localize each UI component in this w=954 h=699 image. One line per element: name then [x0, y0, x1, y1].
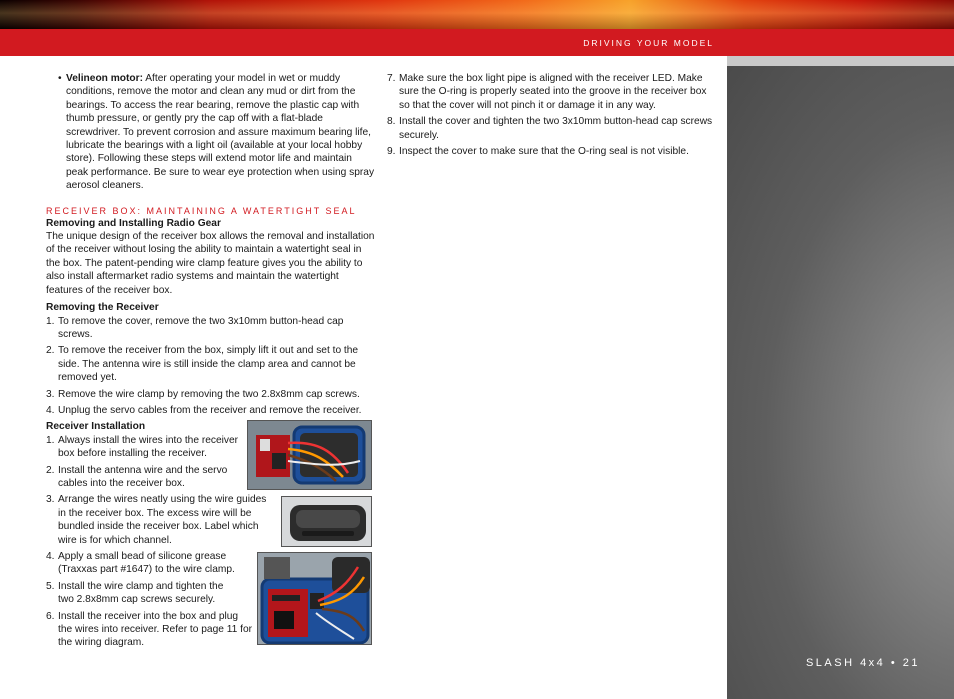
step-number: 1.: [46, 315, 55, 327]
radio-gear-subheading: Removing and Installing Radio Gear: [46, 217, 221, 229]
list-item: [46, 580, 242, 607]
step-number: 5.: [46, 580, 55, 592]
step-number: 4.: [46, 551, 55, 562]
right-sidebar: [727, 56, 954, 699]
list-item: [46, 344, 376, 384]
step-number: 2.: [46, 345, 55, 357]
page-footer: SLASH 4x4 • 21: [805, 657, 920, 669]
step-number: 9.: [387, 146, 396, 158]
motor-bullet-lead: Velineon motor:: [66, 73, 143, 84]
list-item: [46, 550, 242, 577]
list-item: [387, 145, 717, 158]
step-text: To remove the cover, remove the two 3x10mm button-head cap screws.: [58, 315, 344, 340]
removing-receiver-subheading: Removing the Receiver: [46, 302, 159, 314]
step-text: To remove the receiver from the box, simply lift it out and set to the side. The antenna wire is still inside the clamp area and cannot be removed yet.: [58, 345, 359, 384]
step-number: 2.: [46, 464, 55, 476]
step-number: 8.: [387, 116, 396, 128]
motor-bullet-text: [66, 72, 376, 193]
step-text: Install the antenna wire and the servo cables into the receiver box.: [58, 464, 228, 489]
section-label: DRIVING YOUR MODEL: [583, 38, 714, 48]
step-text: Arrange the wires neatly using the wire guides in the receiver box. The excess wire will be bundled inside the receiver box. Label which wire is for which channel.: [58, 494, 267, 546]
list-item: [46, 388, 376, 401]
receiver-box-photo-wires: [247, 420, 372, 490]
step-text: Install the receiver into the box and plug the wires into receiver. Refer to page 11 for the wiring diagram.: [58, 610, 253, 649]
step-text: Install the wire clamp and tighten the two 2.8x8mm cap screws securely.: [58, 580, 224, 606]
step-number: 4.: [46, 404, 55, 416]
step-number: 3.: [46, 494, 55, 506]
motor-bullet-body: After operating your model in wet or muddy conditions, remove the motor and clean any mud or dirt from the bearings. To access the rear bearing, remove the plastic cap with thumb pressure, or gently pry the cap off with a flat-blade screwdriver. To prevent corrosion and assure maximum bearing life, lubricate the bearings with a light oil (available at your local hobby store). Following these steps will extend motor life and maintain peak performance. Be sure to wear eye protection when using spray aerosol cleaners.: [66, 73, 375, 192]
step-number: 6.: [46, 610, 55, 622]
step-text: Always install the wires into the receiver box before installing the receiver.: [58, 434, 239, 460]
list-item: [46, 493, 276, 547]
sidebar-top-strip: [727, 56, 954, 66]
motor-bullet: [46, 72, 376, 193]
receiver-intro-paragraph: The unique design of the receiver box allows the removal and installation of the receiver without losing the ability to maintain a watertight seal in the box. The patent-pending wire clamp feature gives you the ability to also install aftermarket radio systems and maintain the watertight features of the receiver box.: [46, 231, 375, 296]
removing-steps-list: [46, 315, 376, 418]
list-item: [387, 115, 717, 142]
step-text: Make sure the box light pipe is aligned with the receiver LED. Make sure the O-ring is properly seated into the groove in the receiver box so that the cover will not pinch it or damage it in any way.: [399, 73, 707, 111]
step-number: 3.: [46, 388, 55, 400]
receiver-box-heading: RECEIVER BOX: MAINTAINING A WATERTIGHT SEAL: [46, 205, 357, 216]
header-flame-banner: [0, 0, 954, 29]
step-text: Install the cover and tighten the two 3x10mm button-head cap screws securely.: [399, 116, 713, 141]
header-red-bar: [0, 29, 954, 56]
bullet-marker: •: [58, 73, 62, 84]
step-text: Remove the wire clamp by removing the two 2.8x8mm cap screws.: [58, 388, 360, 400]
list-item: [387, 72, 717, 112]
receiver-box-cover-photo: [281, 496, 372, 547]
continued-steps-list: [387, 72, 717, 158]
list-item: [46, 315, 376, 342]
step-text: Inspect the cover to make sure that the O-ring seal is not visible.: [399, 146, 689, 158]
list-item: [46, 404, 376, 417]
right-column: [387, 72, 717, 161]
receiver-installation-subheading: Receiver Installation: [46, 421, 146, 433]
step-text: Apply a small bead of silicone grease (Traxxas part #1647) to the wire clamp.: [58, 551, 235, 576]
receiver-installed-photo: [257, 552, 372, 645]
step-number: 7.: [387, 73, 396, 84]
step-text: Unplug the servo cables from the receiver and remove the receiver.: [58, 404, 362, 416]
list-item: [46, 464, 236, 491]
list-item: [46, 610, 254, 650]
step-number: 1.: [46, 434, 55, 446]
list-item: [46, 434, 242, 461]
